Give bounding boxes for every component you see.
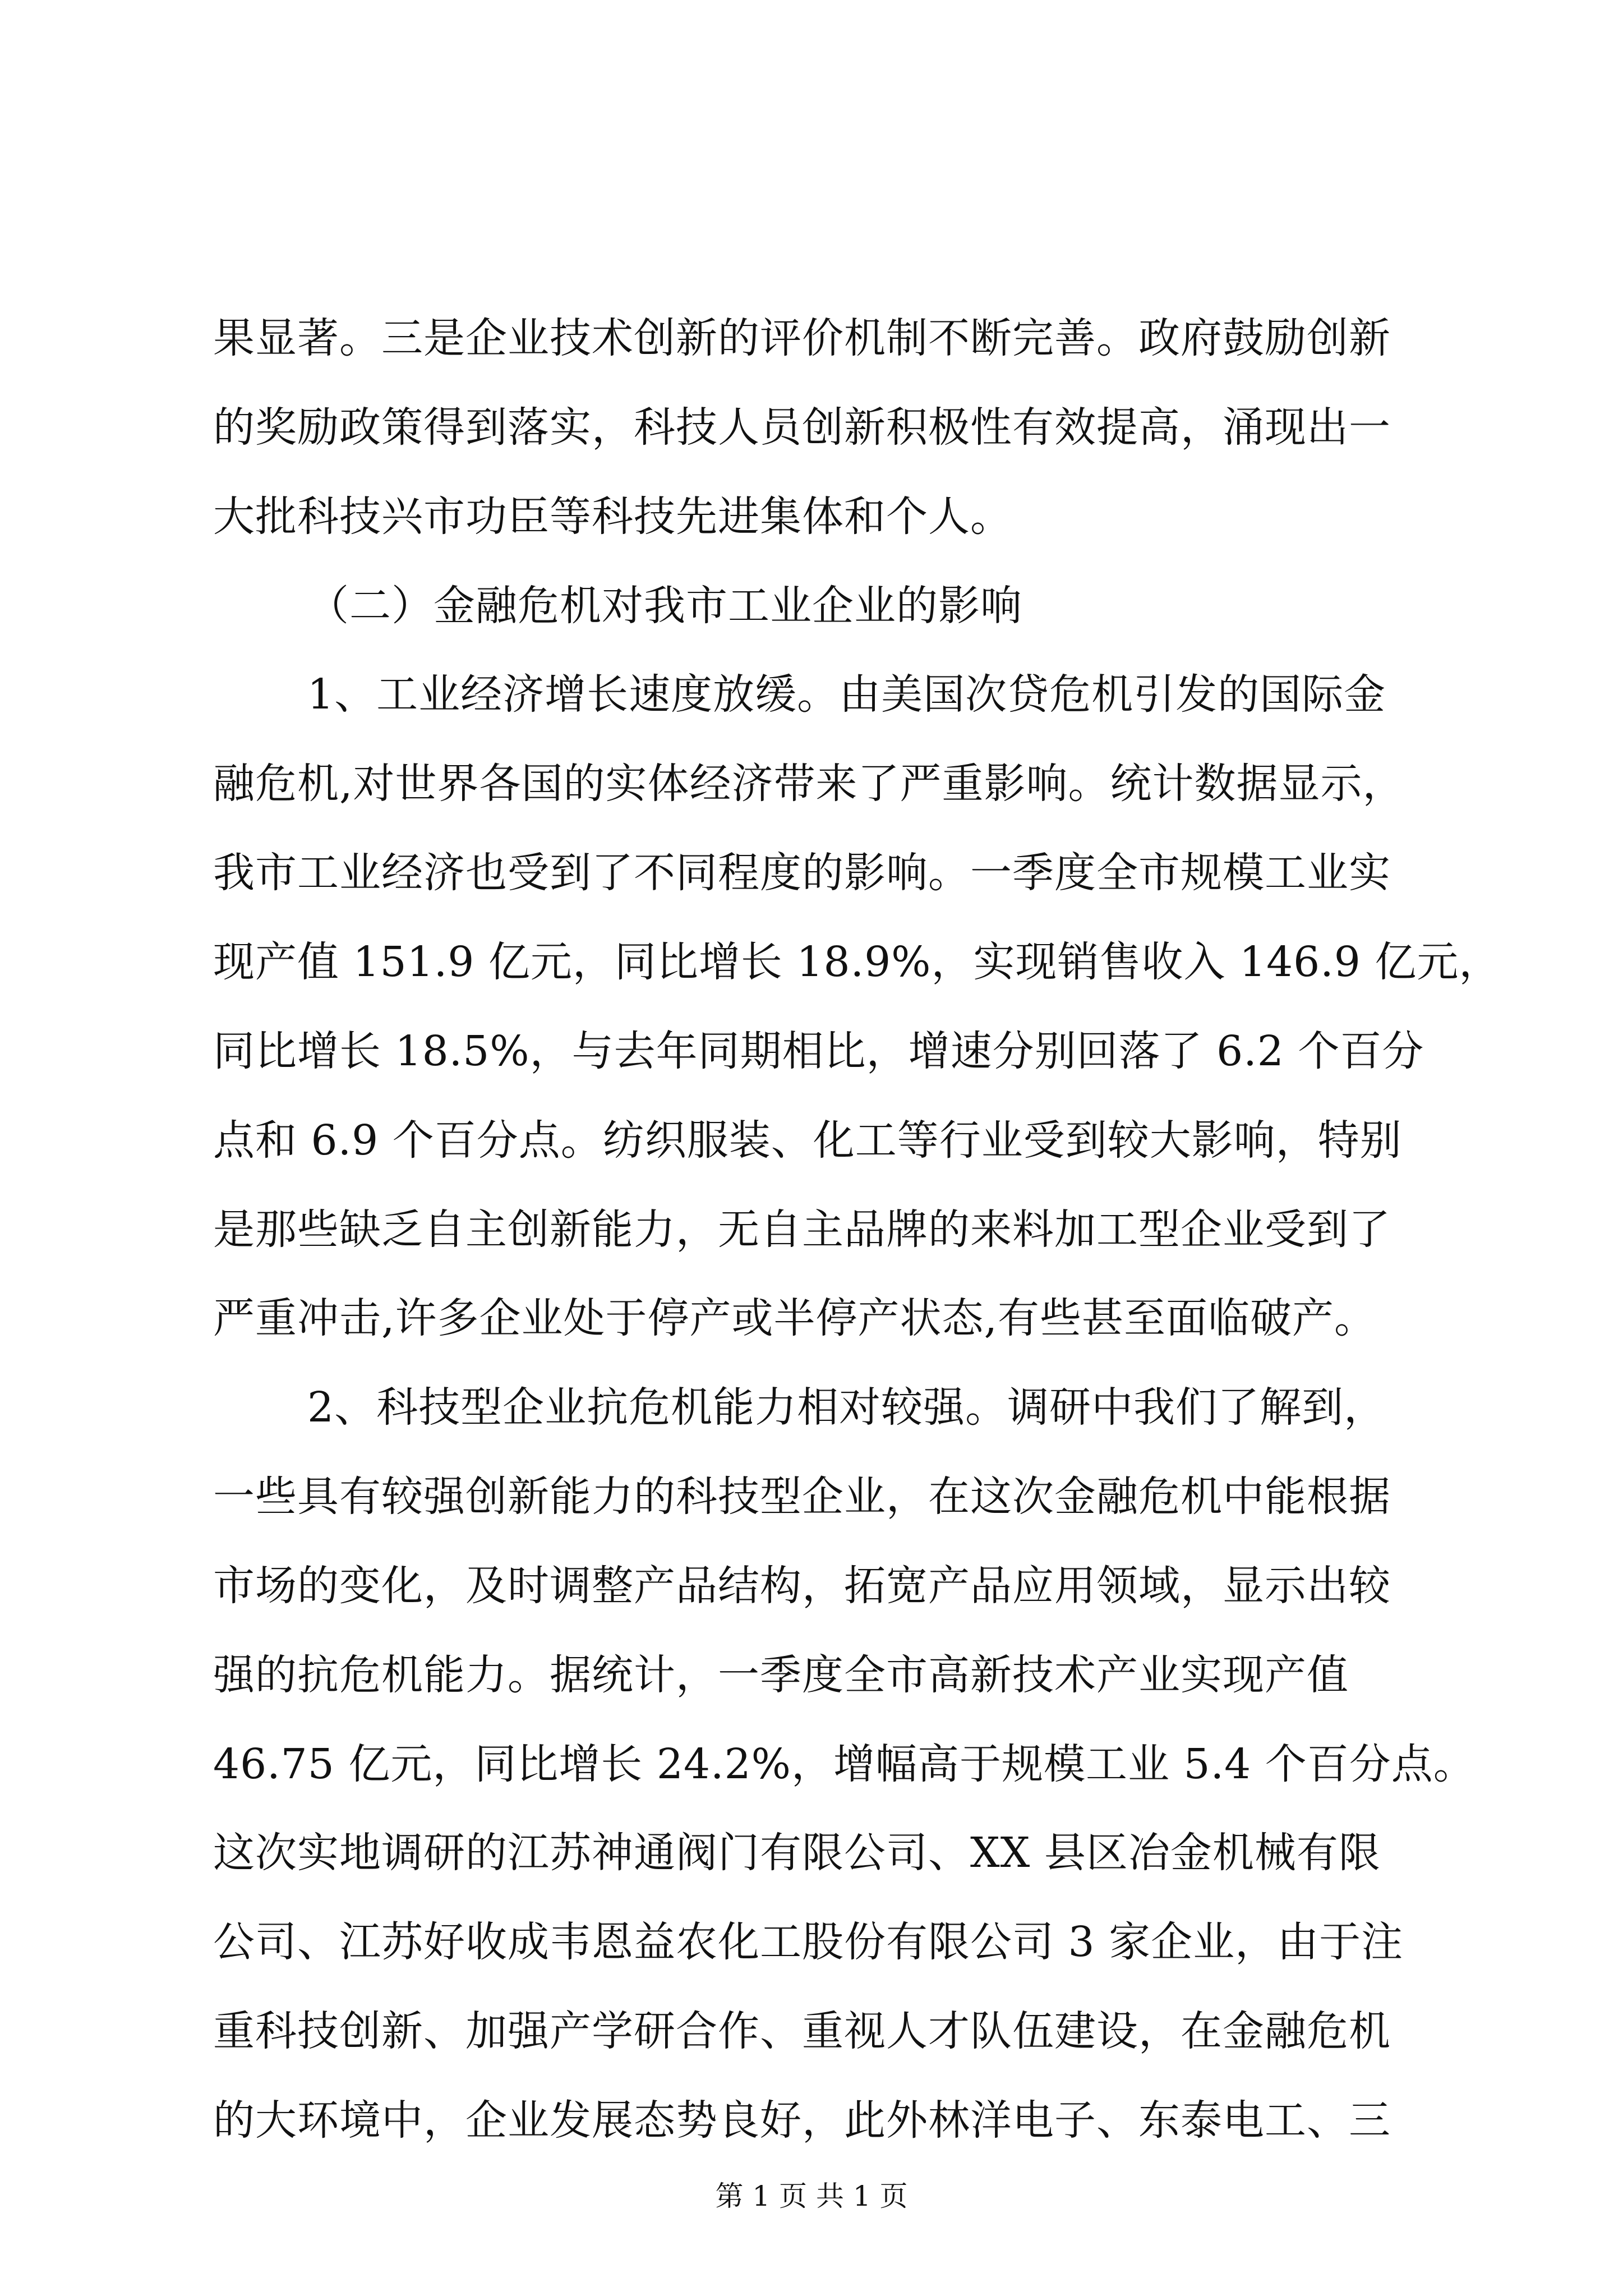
body-text-line: 严重冲击,许多企业处于停产或半停产状态,有些甚至面临破产。 [213, 1294, 1377, 1342]
body-text-line: 融危机,对世界各国的实体经济带来了严重影响。统计数据显示， [213, 760, 1405, 808]
body-text-line: 果显著。三是企业技术创新的评价机制不断完善。政府鼓励创新 [213, 314, 1391, 362]
page-footer: 第 1 页 共 1 页 [715, 2180, 908, 2212]
body-text-line: 现产值 151.9 亿元，同比增长 18.9%，实现销售收入 146.9 亿元， [213, 938, 1501, 986]
section-heading: （二）金融危机对我市工业企业的影响 [307, 582, 1022, 630]
body-text-line: 点和 6.9 个百分点。纺织服装、化工等行业受到较大影响，特别 [213, 1116, 1402, 1165]
body-text-line: 一些具有较强创新能力的科技型企业，在这次金融危机中能根据 [213, 1473, 1391, 1521]
body-text-line: 的奖励政策得到落实，科技人员创新积极性有效提高，涌现出一 [213, 403, 1391, 452]
body-text-line: 大批科技兴市功臣等科技先进集体和个人。 [213, 493, 1012, 541]
paragraph-1-title-line: 1、工业经济增长速度放缓。由美国次贷危机引发的国际金 [307, 670, 1386, 719]
body-text-line: 强的抗危机能力。据统计，一季度全市高新技术产业实现产值 [213, 1651, 1349, 1699]
body-text-line: 市场的变化，及时调整产品结构，拓宽产品应用领域，显示出较 [213, 1562, 1391, 1610]
body-text-line: 公司、江苏好收成韦恩益农化工股份有限公司 3 家企业，由于注 [213, 1918, 1404, 1966]
body-text-line: 46.75 亿元，同比增长 24.2%，增幅高于规模工业 5.4 个百分点。 [213, 1740, 1476, 1788]
body-text-line: 的大环境中，企业发展态势良好，此外林洋电子、东泰电工、三 [213, 2096, 1391, 2145]
body-text-line: 是那些缺乏自主创新能力，无自主品牌的来料加工型企业受到了 [213, 1205, 1391, 1254]
paragraph-2-title-line: 2、科技型企业抗危机能力相对较强。调研中我们了解到， [307, 1383, 1386, 1432]
body-text-line: 同比增长 18.5%，与去年同期相比，增速分别回落了 6.2 个百分 [213, 1027, 1424, 1075]
body-text-line: 这次实地调研的江苏神通阀门有限公司、XX 县区冶金机械有限 [213, 1829, 1381, 1877]
body-text-line: 我市工业经济也受到了不同程度的影响。一季度全市规模工业实 [213, 849, 1391, 897]
body-text-line: 重科技创新、加强产学研合作、重视人才队伍建设，在金融危机 [213, 2007, 1391, 2055]
